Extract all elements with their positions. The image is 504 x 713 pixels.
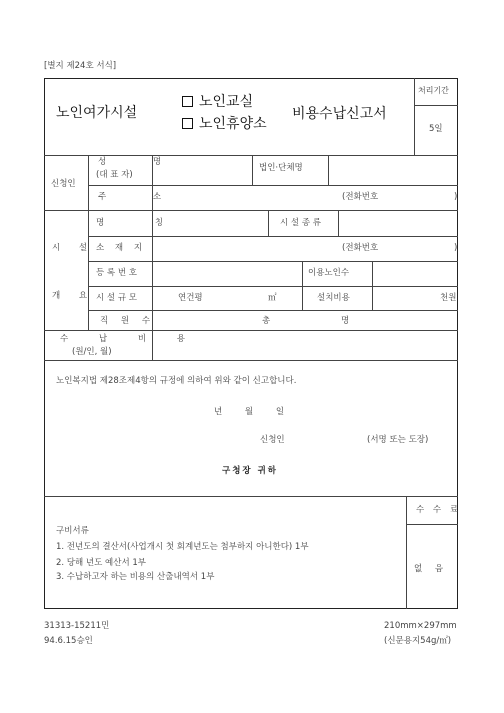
paper-type: (신문용지54g/㎡) <box>384 636 452 646</box>
fee-field[interactable] <box>153 331 457 359</box>
document-item: 1. 전년도의 결산서(사업개시 첫 회계년도는 첨부하지 아니한다) 1부 <box>56 542 309 552</box>
facility-overview-label-bottom: 개 요 <box>52 291 96 301</box>
divider <box>252 155 253 185</box>
location-label: 소 재 지 <box>96 243 147 253</box>
representative-label: (대 표 자) <box>96 170 133 180</box>
floor-area-label: 연건평 <box>178 293 203 303</box>
checkbox-icon[interactable] <box>182 96 193 107</box>
installation-cost-unit: 천원 <box>440 293 457 303</box>
documents-title: 구비서류 <box>56 526 89 536</box>
facility-name-field[interactable] <box>153 211 267 235</box>
facility-type-label: 시 설 종 류 <box>280 218 321 228</box>
option-senior-classroom[interactable]: 노인교실 <box>182 95 253 109</box>
staff-count-field[interactable] <box>153 311 457 329</box>
document-title: 비용수납신고서 <box>292 106 387 122</box>
fee-stamp-value: 없 음 <box>414 564 444 574</box>
facility-phone-label: (전화번호 <box>342 243 379 253</box>
elderly-users-field[interactable] <box>373 262 457 285</box>
facility-phone-close: ) <box>454 243 458 253</box>
divider <box>44 360 458 361</box>
name-field[interactable] <box>153 156 251 184</box>
address-field[interactable] <box>153 186 457 209</box>
facility-scale-label: 시 설 규 모 <box>96 293 137 303</box>
address-label: 주 소 <box>98 192 184 202</box>
divider <box>406 524 458 525</box>
facility-type-field[interactable] <box>339 211 457 235</box>
paper-size: 210mm×297mm <box>384 621 457 631</box>
divider <box>268 210 269 236</box>
divider <box>414 78 415 155</box>
processing-period-label: 처리기간 <box>418 86 449 95</box>
fee-unit-label: (원/인, 월) <box>72 347 112 357</box>
floor-area-unit: ㎡ <box>268 293 277 303</box>
registration-number-field[interactable] <box>153 262 301 285</box>
facility-name-label: 명 칭 <box>96 218 188 228</box>
divider <box>302 261 303 310</box>
divider <box>44 496 458 497</box>
fee-label: 수 납 비 용 <box>60 334 199 344</box>
document-item: 3. 수납하고자 하는 비용의 산출내역서 1부 <box>56 572 215 582</box>
elderly-users-label: 이용노인수 <box>308 268 350 278</box>
name-label: 성 명 <box>98 157 184 167</box>
approval-date: 94.6.15승인 <box>44 636 93 646</box>
phone-close: ) <box>454 192 458 202</box>
staff-count-label: 직 원 수 <box>100 316 156 326</box>
checkbox-icon[interactable] <box>182 118 193 129</box>
option-senior-resort[interactable]: 노인휴양소 <box>182 117 267 131</box>
registration-number-label: 등 록 번 호 <box>96 268 137 278</box>
divider <box>88 286 458 287</box>
phone-label: (전화번호 <box>342 192 379 202</box>
form-code: 31313-15211민 <box>44 621 110 631</box>
facility-overview-label-top: 시 설 <box>52 243 96 253</box>
declaration-text: 노인복지법 제28조제4항의 규정에 의하여 위와 같이 신고합니다. <box>56 376 297 386</box>
facility-type-title: 노인여가시설 <box>56 105 138 121</box>
installation-cost-label: 설치비용 <box>317 293 350 303</box>
processing-period-value: 5일 <box>429 124 443 134</box>
declaration-applicant: 신청인 <box>260 435 285 445</box>
document-item: 2. 당해 년도 예산서 1부 <box>56 558 147 568</box>
divider <box>406 496 407 609</box>
fee-stamp-label: 수 수 료 <box>416 505 462 515</box>
staff-total-label: 총 <box>262 316 271 326</box>
signature-label: (서명 또는 도장) <box>367 435 429 445</box>
staff-unit-label: 명 <box>341 316 350 326</box>
corporation-name-label: 법인·단체명 <box>259 163 303 173</box>
applicant-section-label: 신청인 <box>51 179 76 189</box>
declaration-date: 년 월 일 <box>214 407 285 417</box>
form-number-label: [별지 제24호 서식] <box>44 61 117 71</box>
divider <box>414 105 458 106</box>
corporation-name-field[interactable] <box>329 156 457 184</box>
location-field[interactable] <box>153 237 457 260</box>
recipient-label: 구청장 귀하 <box>222 466 279 476</box>
